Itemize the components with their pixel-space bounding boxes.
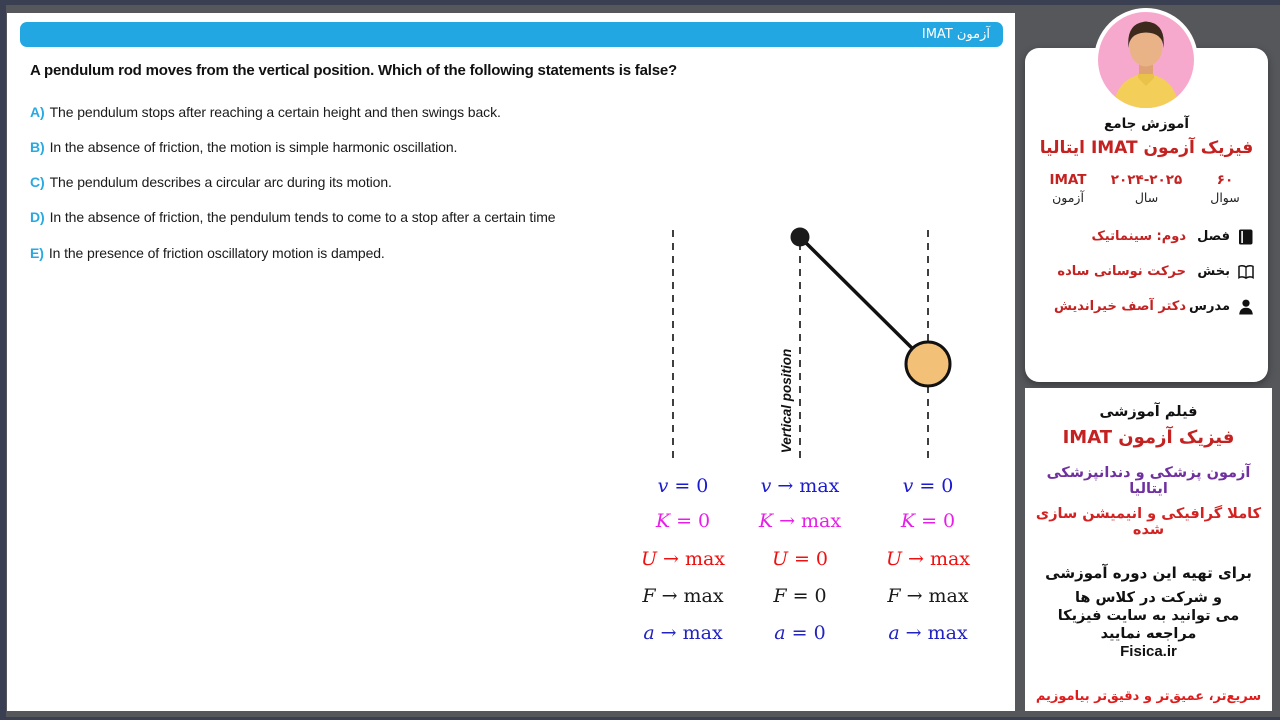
eq-accel-right: a → max [888, 622, 968, 644]
promo-cta-line-2: و شرکت در کلاس ها [1074, 590, 1222, 606]
eq-kinetic-center: K → max [758, 510, 842, 532]
stat-questions-value: ۶۰ [1216, 172, 1234, 188]
promo-title: فیزیک آزمون IMAT [1062, 427, 1235, 448]
eq-kinetic-left: K = 0 [655, 510, 711, 532]
course-title: فیزیک آزمون IMAT ایتالیا [1039, 138, 1254, 158]
vertical-position-label: Vertical position [779, 348, 794, 454]
option-c-letter: C) [30, 174, 45, 190]
eq-velocity-center: v → max [760, 475, 840, 497]
info-instructor-value: دکتر آصف خیراندیش [1053, 299, 1186, 314]
option-e-letter: E) [30, 245, 44, 261]
instructor-icon [1236, 298, 1256, 316]
window-frame-top [0, 0, 1280, 5]
stat-questions [1198, 172, 1252, 205]
eq-force-left: F → max [642, 585, 724, 607]
promo-cta-line-3: می توانید به سایت فیزیکا [1057, 608, 1240, 624]
stat-exam [1041, 172, 1095, 205]
promo-cta-line-4: مراجعه نمایید [1100, 626, 1197, 642]
info-section-value: حرکت نوسانی ساده [1057, 264, 1186, 279]
info-chapter-value: دوم: سینماتیک [1091, 229, 1186, 244]
option-d-text: In the absence of friction, the pendulum tends to come to a stop after a certain time [49, 209, 556, 225]
course-info [1025, 219, 1268, 324]
stat-exam-value: IMAT [1049, 172, 1087, 188]
pendulum-diagram [610, 225, 1010, 475]
option-b-text: In the absence of friction, the motion is simple harmonic oscillation. [49, 139, 458, 155]
pendulum-rod [800, 237, 928, 364]
window-frame-left [0, 0, 6, 720]
option-d-letter: D) [30, 209, 45, 225]
eq-velocity-left: v = 0 [657, 475, 709, 497]
info-instructor-label: مدرس [1189, 299, 1230, 314]
eq-potential-left: U → max [640, 548, 726, 570]
eq-force-right: F → max [887, 585, 969, 607]
promo-website: Fisica.ir [1120, 643, 1177, 660]
option-c [30, 174, 930, 190]
stat-questions-label: سوال [1210, 190, 1240, 205]
pendulum-bob [906, 342, 950, 386]
promo-slogan: سریع‌تر، عمیق‌تر و دقیق‌تر بیاموزیم [1035, 689, 1262, 704]
option-b [30, 139, 930, 155]
instructor-avatar [1094, 8, 1198, 112]
eq-velocity-right: v = 0 [902, 475, 954, 497]
info-row-section [1037, 254, 1256, 289]
eq-kinetic-right: K = 0 [900, 510, 956, 532]
pendulum-pivot [791, 228, 810, 247]
eq-accel-center: a = 0 [774, 622, 826, 644]
option-a-letter: A) [30, 104, 45, 120]
promo-feature: کاملا گرافیکی و انیمیشن سازی شده [1035, 506, 1262, 538]
stat-year [1111, 172, 1183, 205]
question-text: A pendulum rod moves from the vertical position. Which of the following statements is false? [30, 62, 677, 79]
info-row-chapter [1037, 219, 1256, 254]
stat-year-label: سال [1134, 190, 1159, 205]
slide-panel [7, 13, 1015, 711]
option-d [30, 209, 930, 225]
info-section-label: بخش [1197, 264, 1230, 279]
eq-potential-center: U = 0 [771, 548, 829, 570]
promo-cta-line-1: برای تهیه این دوره آموزشی [1045, 564, 1252, 582]
option-a-text: The pendulum stops after reaching a certain height and then swings back. [49, 104, 501, 120]
open-book-icon [1236, 263, 1256, 281]
option-b-letter: B) [30, 139, 45, 155]
info-row-instructor [1037, 289, 1256, 324]
info-chapter-label: فصل [1197, 229, 1230, 244]
option-a [30, 104, 930, 120]
slide-header-title: آزمون IMAT [921, 27, 990, 42]
promo-panel [1025, 388, 1272, 711]
slide-header-bar [20, 22, 1003, 47]
promo-subtitle: آزمون پزشکی و دندانپزشکی ایتالیا [1046, 465, 1251, 497]
promo-kicker: فیلم آموزشی [1099, 404, 1198, 420]
card-tagline: آموزش جامع [1104, 116, 1189, 132]
course-stats [1025, 158, 1268, 205]
option-c-text: The pendulum describes a circular arc during its motion. [49, 174, 392, 190]
eq-force-center: F = 0 [773, 585, 827, 607]
stat-year-value: ۲۰۲۴-۲۰۲۵ [1110, 172, 1183, 188]
eq-accel-left: a → max [643, 622, 723, 644]
eq-potential-right: U → max [885, 548, 971, 570]
book-icon [1236, 228, 1256, 246]
option-e-text: In the presence of friction oscillatory motion is damped. [48, 245, 385, 261]
stat-exam-label: آزمون [1052, 190, 1084, 205]
